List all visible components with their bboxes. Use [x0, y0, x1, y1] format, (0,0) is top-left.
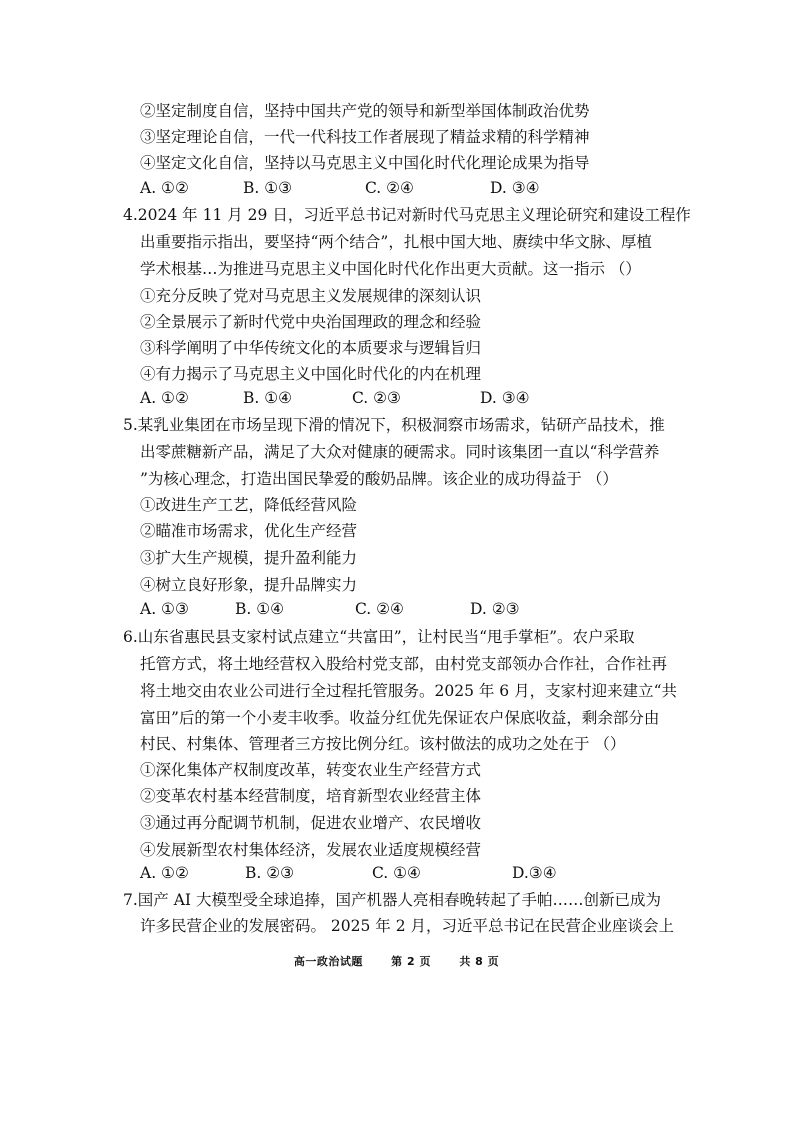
q4-item-1: ①充分反映了党对马克思主义发展规律的深刻认识 — [140, 287, 482, 305]
q4-stem-line-1: 4.2024 年 11 月 29 日，习近平总书记对新时代马克思主义理论研究和建设工程作 — [123, 206, 691, 224]
q4-item-2: ②全景展示了新时代党中央治国理政的理念和经验 — [140, 313, 482, 331]
footer-subject: 高一政治试题 — [293, 955, 363, 968]
q6-item-3: ③通过再分配调节机制，促进农业增产、农民增收 — [140, 814, 482, 832]
q7-stem-line-1: 7.国产 AI 大模型受全球追捧，国产机器人亮相春晚转起了手帕……创新已成为 — [123, 891, 661, 909]
q4-option-b: B. ①④ — [243, 389, 293, 407]
q3-option-b: B. ①③ — [243, 179, 293, 197]
q7-stem-line-2: 许多民营企业的发展密码。 2025 年 2 月，习近平总书记在民营企业座谈会上 — [140, 917, 675, 935]
q3-option-c: C. ②④ — [365, 179, 414, 197]
q5-option-b: B. ①④ — [235, 600, 285, 618]
q3-option-d: D. ③④ — [490, 179, 540, 197]
q6-stem-line-2: 托管方式，将土地经营权入股给村党支部，由村党支部领办合作社，合作社再 — [140, 655, 668, 673]
q5-option-a: A. ①③ — [140, 600, 189, 618]
q4-option-c: C. ②③ — [352, 389, 401, 407]
q6-option-c: C. ①④ — [372, 864, 421, 882]
q4-option-a: A. ①② — [140, 389, 189, 407]
q5-option-c: C. ②④ — [355, 600, 404, 618]
q5-item-3: ③扩大生产规模，提升盈利能力 — [140, 549, 358, 567]
page-footer — [0, 953, 793, 969]
q4-option-d: D. ③④ — [480, 389, 530, 407]
q6-option-b: B. ②③ — [245, 864, 295, 882]
q5-stem-line-2: 出零蔗糖新产品，满足了大众对健康的硬需求。同时该集团一直以“科学营养 — [140, 443, 660, 461]
q5-option-d: D. ②③ — [470, 600, 520, 618]
q5-stem-line-3: ”为核心理念，打造出国民挚爱的酸奶品牌。该企业的成功得益于 （） — [140, 470, 618, 488]
q3-item-4: ④坚定文化自信，坚持以马克思主义中国化时代化理论成果为指导 — [140, 154, 590, 172]
q4-item-4: ④有力揭示了马克思主义中国化时代化的内在机理 — [140, 365, 482, 383]
q6-stem-line-4: 富田”后的第一个小麦丰收季。收益分红优先保证农户保底收益，剩余部分由 — [140, 709, 660, 727]
footer-total-pages: 共 8 页 — [459, 955, 500, 968]
q3-item-2: ②坚定制度自信，坚持中国共产党的领导和新型举国体制政治优势 — [140, 102, 590, 120]
q6-option-a: A. ①② — [140, 864, 189, 882]
q6-stem-line-1: 6.山东省惠民县支家村试点建立“共富田”，让村民当“甩手掌柜”。农户采取 — [123, 628, 635, 646]
q6-option-d: D.③④ — [512, 864, 557, 882]
q6-item-4: ④发展新型农村集体经济，发展农业适度规模经营 — [140, 841, 482, 859]
q4-stem-line-2: 出重要指示指出，要坚持“两个结合”，扎根中国大地、赓续中华文脉、厚植 — [140, 233, 652, 251]
q6-item-1: ①深化集体产权制度改革，转变农业生产经营方式 — [140, 761, 482, 779]
q5-item-1: ①改进生产工艺，降低经营风险 — [140, 496, 358, 514]
q6-item-2: ②变革农村基本经营制度，培育新型农业经营主体 — [140, 787, 482, 805]
q3-option-a: A. ①② — [140, 179, 189, 197]
footer-page-number: 第 2 页 — [391, 955, 431, 968]
q3-item-3: ③坚定理论自信，一代一代科技工作者展现了精益求精的科学精神 — [140, 128, 590, 146]
q6-stem-line-5: 村民、村集体、管理者三方按比例分红。该村做法的成功之处在于 （） — [140, 735, 626, 753]
q5-item-2: ②瞄准市场需求，优化生产经营 — [140, 522, 358, 540]
q5-item-4: ④树立良好形象，提升品牌实力 — [140, 576, 358, 594]
q4-stem-line-3: 学术根基…为推进马克思主义中国化时代化作出更大贡献。这一指示 （） — [140, 260, 641, 278]
q5-stem-line-1: 5.某乳业集团在市场呈现下滑的情况下，积极洞察市场需求，钻研产品技术，推 — [123, 416, 665, 434]
q6-stem-line-3: 将土地交由农业公司进行全过程托管服务。2025 年 6 月，支家村迎来建立“共 — [140, 682, 678, 700]
q4-item-3: ③科学阐明了中华传统文化的本质要求与逻辑旨归 — [140, 339, 482, 357]
